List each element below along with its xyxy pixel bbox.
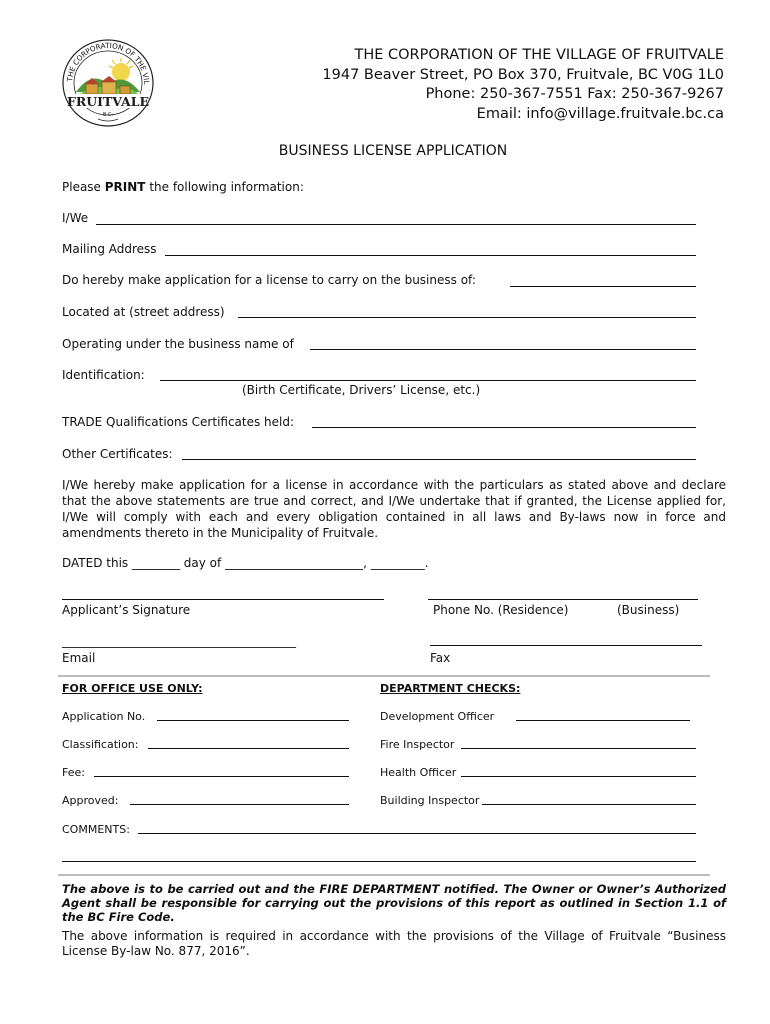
intro-text: Please PRINT the following information: (62, 180, 304, 194)
logo-sub: B.C. (102, 112, 114, 118)
iwe-field[interactable] (96, 224, 696, 225)
letterhead (322, 46, 724, 124)
located-field[interactable] (238, 317, 696, 318)
app-no-label: Application No. (62, 710, 146, 723)
dated-line[interactable]: DATED this ________ day of _______________________, _________. (62, 556, 429, 570)
identification-label: Identification: (62, 368, 145, 382)
village-logo (58, 36, 158, 128)
building-inspector-field[interactable] (482, 804, 696, 805)
applicant-signature-label: Applicant’s Signature (62, 603, 191, 617)
comments-field[interactable] (138, 833, 696, 834)
located-label: Located at (street address) (62, 305, 225, 319)
other-cert-label: Other Certificates: (62, 447, 173, 461)
office-use-heading: FOR OFFICE USE ONLY: (62, 682, 203, 695)
app-no-field[interactable] (157, 720, 349, 721)
health-officer-label: Health Officer (380, 766, 457, 779)
form-title: BUSINESS LICENSE APPLICATION (278, 143, 508, 159)
logo-name: FRUITVALE (66, 94, 150, 109)
building-inspector-label: Building Inspector (380, 794, 480, 807)
fire-inspector-label: Fire Inspector (380, 738, 455, 751)
operating-label: Operating under the business name of (62, 337, 294, 351)
fire-inspector-field[interactable] (461, 748, 696, 749)
approved-label: Approved: (62, 794, 119, 807)
applicant-signature-field[interactable] (62, 599, 384, 600)
comments-label: COMMENTS: (62, 823, 130, 836)
identification-hint: (Birth Certificate, Drivers’ License, etc.) (242, 383, 481, 397)
trade-label: TRADE Qualifications Certificates held: (62, 415, 295, 429)
classification-field[interactable] (148, 748, 349, 749)
identification-field[interactable] (160, 380, 696, 381)
business-of-field[interactable] (510, 286, 696, 287)
org-phone-fax: Phone: 250-367-7551 Fax: 250-367-9267 (425, 86, 724, 102)
fax-field[interactable] (430, 645, 702, 646)
mailing-label: Mailing Address (62, 242, 157, 256)
org-address: 1947 Beaver Street, PO Box 370, Fruitvale, BC V0G 1L0 (322, 66, 724, 83)
org-email: Email: info@village.fruitvale.bc.ca (476, 105, 724, 122)
footer-divider (58, 874, 710, 876)
declaration-text: I/We hereby make application for a license in accordance with the particulars as stated above and declare that the above statements are true and correct, and I/We undertake that if granted, the License applied for, I/We will comply with each and every obligation contained in all laws and By-laws now in force and amendments thereto in the Municipality of Fruitvale. (62, 478, 726, 540)
classification-label: Classification: (62, 738, 139, 751)
phone-residence-label: Phone No. (Residence) (433, 603, 569, 617)
comments-field-2[interactable] (62, 861, 696, 862)
fee-label: Fee: (62, 766, 85, 779)
mailing-field[interactable] (165, 255, 696, 256)
development-officer-field[interactable] (516, 720, 690, 721)
dept-checks-heading: DEPARTMENT CHECKS: (380, 682, 521, 695)
email-label: Email (62, 651, 96, 665)
bylaw-notice: The above information is required in accordance with the provisions of the Village of Fruitvale “Business License By-law No. 877, 2016”. (62, 929, 726, 958)
phone-business-label: (Business) (617, 603, 680, 617)
fee-field[interactable] (94, 776, 349, 777)
phone-field[interactable] (428, 599, 698, 600)
email-field[interactable]: _______________________________________ (62, 634, 296, 648)
development-officer-label: Development Officer (380, 710, 495, 723)
trade-field[interactable] (312, 427, 696, 428)
fax-label: Fax (430, 651, 451, 665)
health-officer-field[interactable] (461, 776, 696, 777)
fire-notice: The above is to be carried out and the FIRE DEPARTMENT notified. The Owner or Owner’s Authorized Agent shall be responsible for carrying out the provisions of this report as outlined in Section 1.1 of the BC Fire Code. (62, 882, 726, 924)
operating-field[interactable] (310, 349, 696, 350)
logo-ring-text: THE CORPORATION OF THE VIL (65, 40, 152, 85)
org-name: THE CORPORATION OF THE VILLAGE OF FRUITVALE (354, 47, 724, 63)
other-cert-field[interactable] (182, 459, 696, 460)
iwe-label: I/We (62, 211, 89, 225)
business-of-label: Do hereby make application for a license to carry on the business of: (62, 273, 476, 287)
section-divider (58, 675, 710, 677)
approved-field[interactable] (130, 804, 349, 805)
